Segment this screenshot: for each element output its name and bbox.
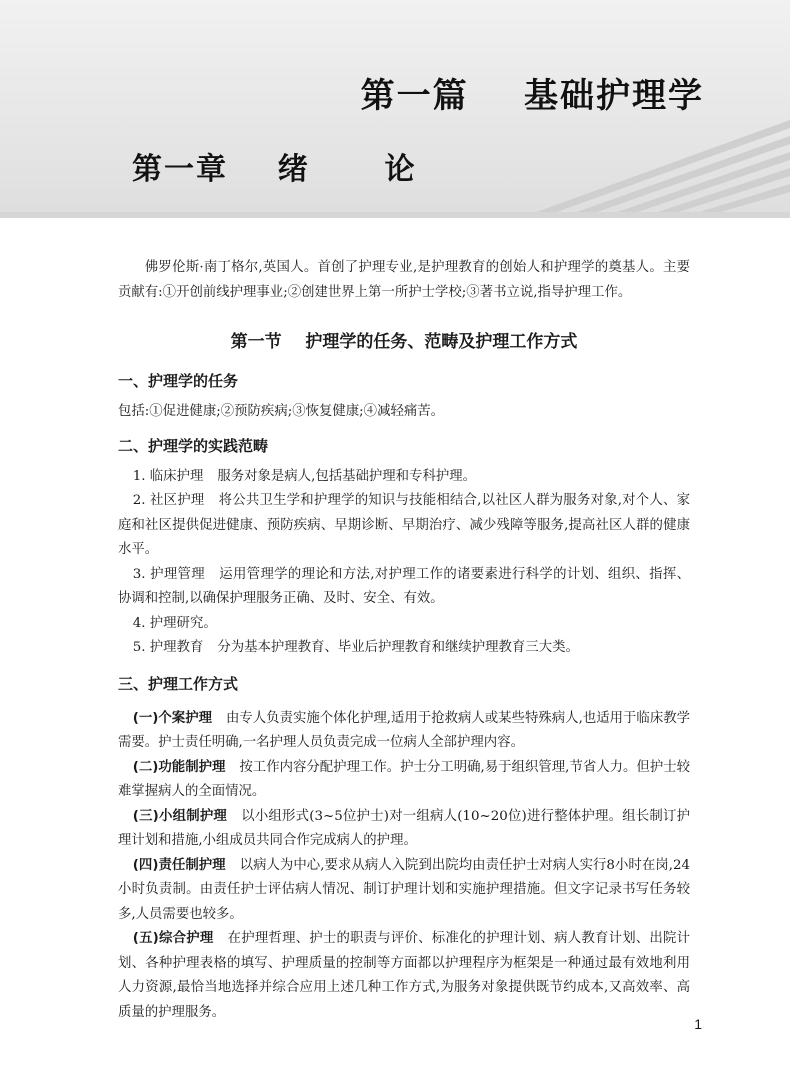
chapter-title: 第一章 绪 论 (132, 152, 417, 187)
work-mode-text: 在护理哲理、护士的职责与评价、标准化的护理计划、病人教育计划、出院计划、各种护理表格的填写、护理质量的控制等方面都以护理程序为框架是一种通过最有效地利用人力资源,最恰当地选择并综合应用上述几种工作方式,为服务对象提供既节约成本,又高效率、高质量的护理服务。 (118, 931, 690, 1020)
scope-item-lead: 1. 临床护理 (132, 468, 204, 484)
work-mode-text: 以小组形式(3~5位护士)对一组病人(10~20位)进行整体护理。组长制订护理计划和措施,小组成员共同合作完成病人的护理。 (118, 808, 691, 848)
section-title: 第一节 护理学的任务、范畴及护理工作方式 (230, 332, 578, 352)
scope-item-text: 分为基本护理教育、毕业后护理教育和继续护理教育三大类。 (217, 640, 579, 655)
scope-item-lead: 5. 护理教育 (132, 640, 204, 655)
work-mode-text: 按工作内容分配护理工作。护士分工明确,易于组织管理,节省人力。但护士较难掌握病人的全面情况。 (118, 759, 691, 799)
page-body (118, 256, 690, 1025)
page-number: 1 (694, 1016, 702, 1032)
work-mode-item (118, 854, 690, 928)
subheading-tasks: 一、护理学的任务 (118, 372, 239, 390)
work-mode-number: (二) (132, 759, 159, 775)
scope-item-text: 运用管理学的理论和方法,对护理工作的诸要素进行科学的计划、组织、指挥、协调和控制,以确保护理服务正确、及时、安全、有效。 (118, 566, 690, 606)
work-mode-name: 小组制护理 (158, 808, 228, 824)
work-mode-number: (三) (132, 808, 159, 824)
work-mode-name: 个案护理 (158, 710, 212, 726)
scope-item-text: 将公共卫生学和护理学的知识与技能相结合,以社区人群为服务对象,对个人、家庭和社区提供促进健康、预防疾病、早期诊断、早期治疗、减少残障等服务,提高社区人群的健康水平。 (118, 493, 690, 557)
work-mode-item (118, 756, 690, 805)
subheading-scope: 二、护理学的实践范畴 (118, 436, 269, 455)
scope-item-text: 服务对象是病人,包括基础护理和专科护理。 (217, 468, 477, 484)
scope-item (118, 489, 690, 563)
work-mode-name: 综合护理 (158, 931, 214, 946)
work-mode-name: 功能制护理 (158, 759, 226, 775)
scope-item (118, 563, 690, 612)
work-mode-number: (五) (132, 931, 159, 946)
work-mode-text: 以病人为中心,要求从病人入院到出院均由责任护士对病人实行8小时在岗,24小时负责制。由责任护士评估病人情况、制订护理计划和实施护理措施。但文字记录书写任务较多,人员需要也较多。 (118, 857, 690, 922)
scope-item-lead: 4. 护理研究。 (132, 615, 217, 631)
scope-item-lead: 2. 社区护理 (132, 493, 205, 508)
work-mode-text: 由专人负责实施个体化护理,适用于抢救病人或某些特殊病人,也适用于临床教学需要。护士责任明确,一名护理人员负责完成一位病人全部护理内容。 (118, 710, 690, 750)
scope-item (118, 612, 690, 637)
scope-item (118, 636, 690, 661)
subheading-work-modes: 三、护理工作方式 (118, 674, 239, 693)
scope-item (118, 465, 690, 490)
intro-paragraph: 佛罗伦斯·南丁格尔,英国人。首创了护理专业,是护理教育的创始人和护理学的奠基人。主要贡献有:①开创前线护理事业;②创建世界上第一所护士学校;③著书立说,指导护理工作。 (118, 260, 690, 300)
scope-item-lead: 3. 护理管理 (132, 566, 205, 582)
work-mode-item (118, 707, 690, 756)
work-mode-item (118, 927, 690, 1025)
work-mode-number: (四) (132, 857, 159, 873)
part-title: 第一篇 基础护理学 (360, 76, 704, 116)
work-mode-name: 责任制护理 (158, 857, 226, 873)
tasks-paragraph: 包括:①促进健康;②预防疾病;③恢复健康;④减轻痛苦。 (118, 404, 445, 419)
work-mode-item (118, 805, 690, 854)
work-mode-number: (一) (132, 710, 159, 726)
